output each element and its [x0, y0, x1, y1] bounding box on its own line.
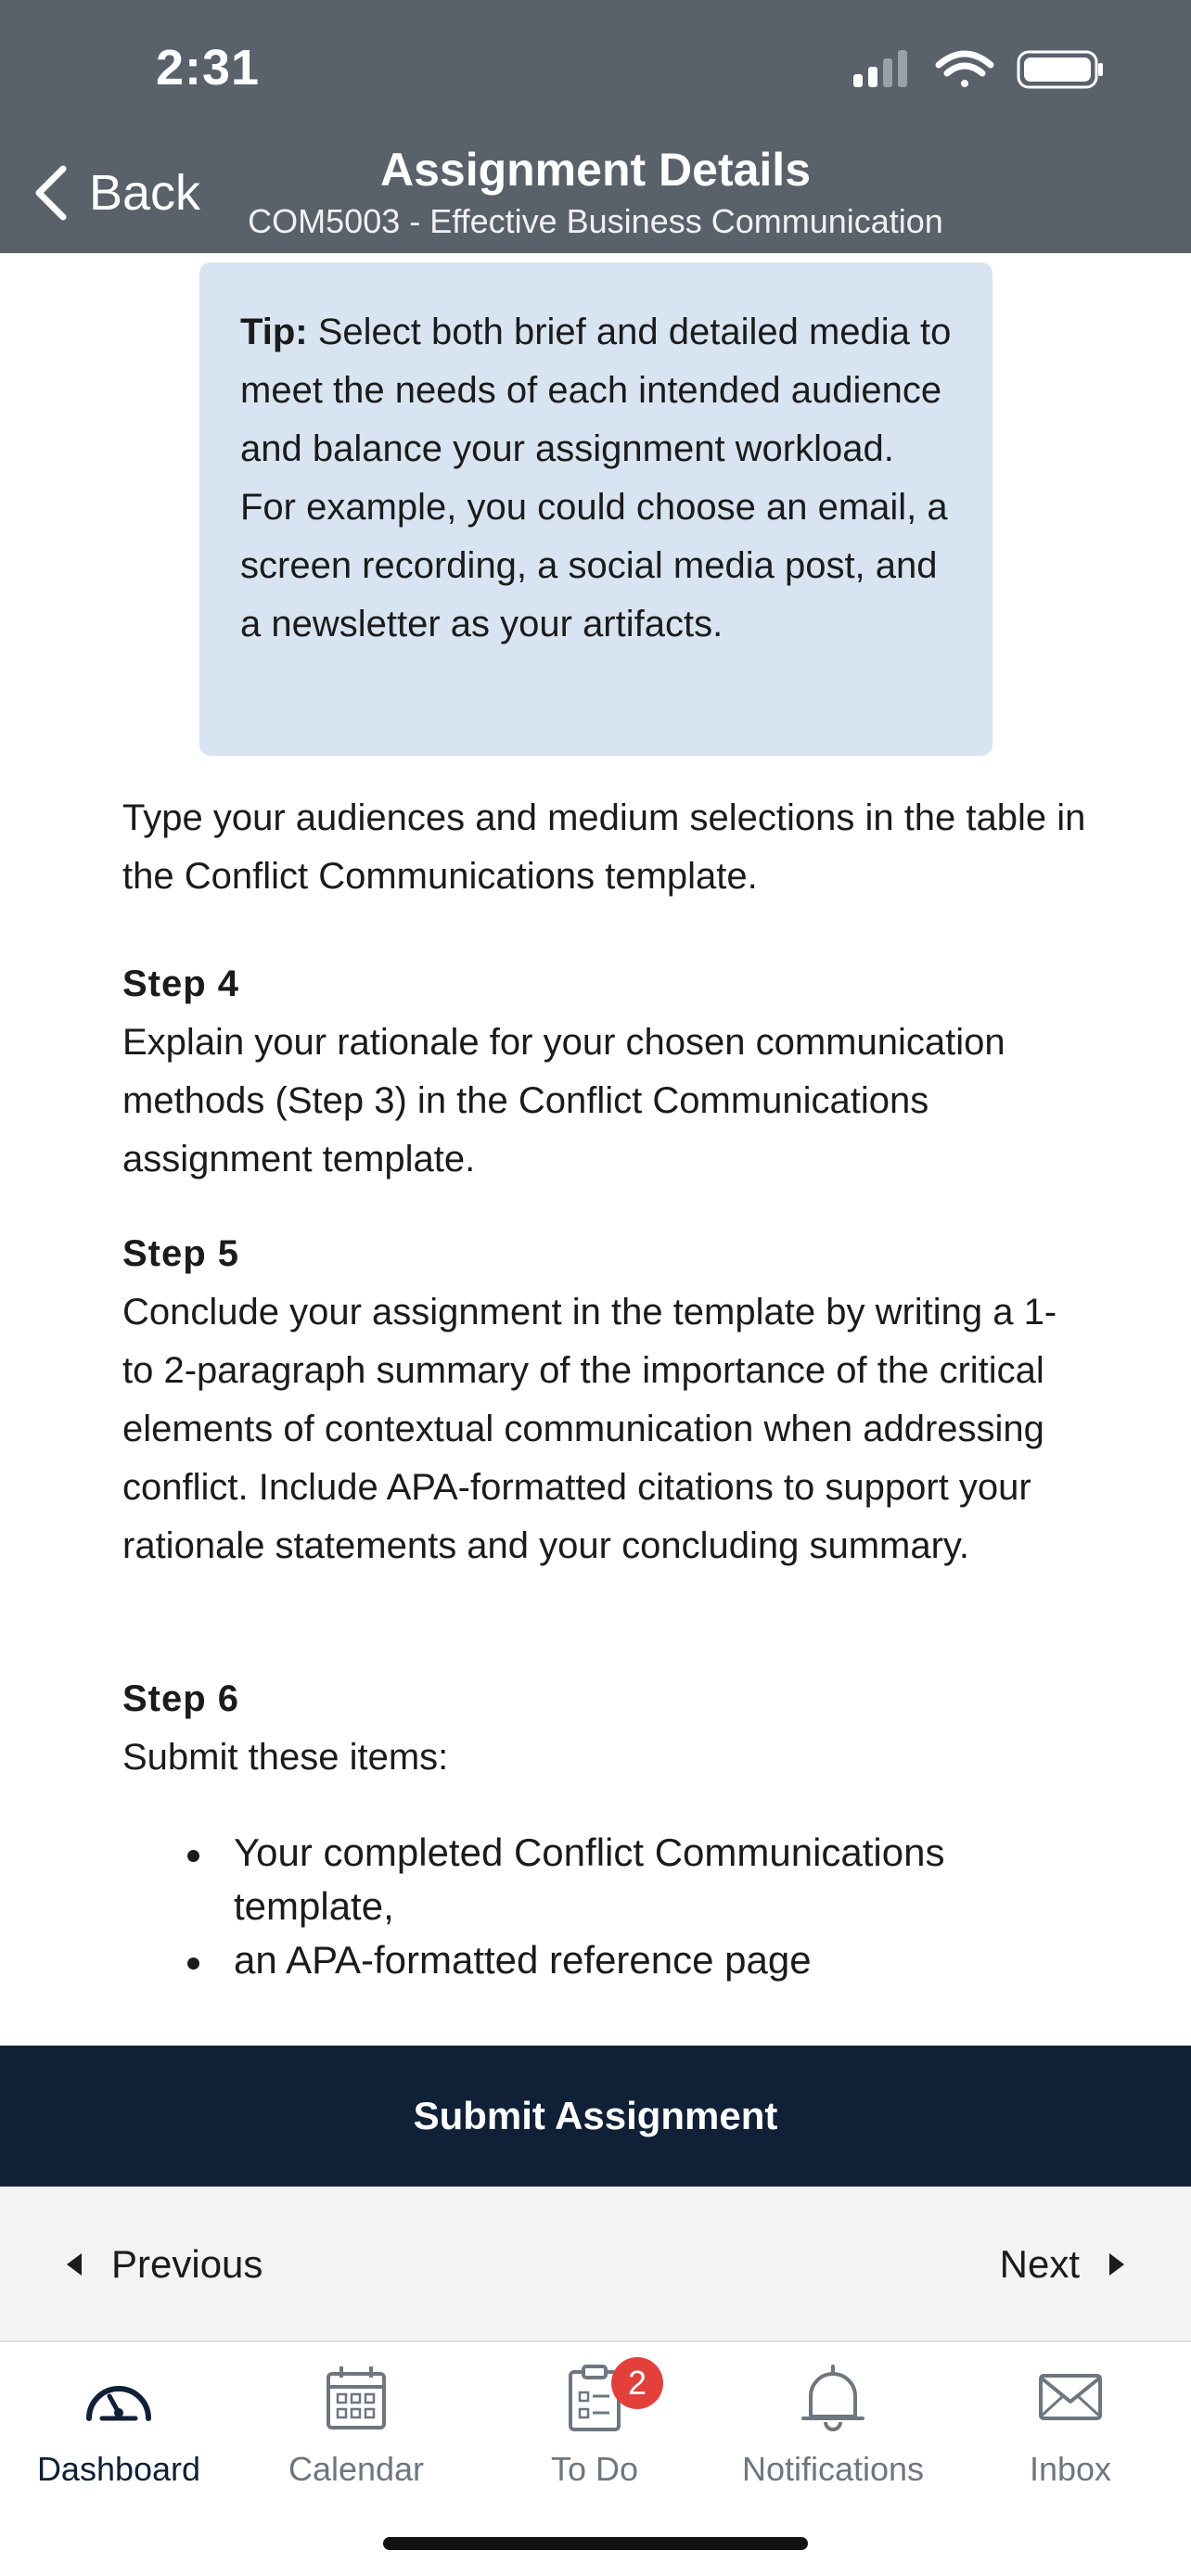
step-heading: Step 6: [122, 1678, 240, 1719]
page-title: Assignment Details: [379, 144, 811, 196]
step-5: [122, 1225, 1087, 1575]
previous-label: Previous: [111, 2242, 263, 2286]
tab-label: Dashboard: [36, 2450, 201, 2488]
tip-box: [199, 262, 992, 756]
caret-right-icon: [1109, 2253, 1124, 2276]
pager: [0, 2187, 1191, 2342]
tab-label: Calendar: [288, 2450, 425, 2488]
tab-notifications[interactable]: [714, 2361, 952, 2500]
status-time: 2:31: [156, 40, 261, 96]
signal-icon: [853, 50, 907, 87]
tab-calendar[interactable]: [237, 2361, 475, 2500]
status-icons: [853, 46, 1104, 93]
dashboard-gauge-icon: [82, 2361, 156, 2435]
step-text: Explain your rationale for your chosen communication methods (Step 3) in the Conflict Communications assignment template.: [122, 1022, 1005, 1180]
battery-icon: [1018, 52, 1103, 87]
submit-items-list: [122, 1826, 1087, 1987]
step-4: [122, 955, 1087, 1189]
step-text: Conclude your assignment in the template by writing a 1- to 2-paragraph summary of the importance of the critical elements of contextual communication when addressing conflict. Include APA-formatted citations to support your rationale statements and your concluding summary.: [122, 1292, 1057, 1566]
wifi-icon: [939, 54, 991, 87]
intro-paragraph: Type your audiences and medium selections in the table in the Conflict Communications template.: [122, 797, 1086, 897]
step-heading: Step 4: [122, 963, 240, 1004]
next-button[interactable]: [1000, 2187, 1124, 2342]
next-label: Next: [999, 2242, 1080, 2286]
previous-button[interactable]: [67, 2187, 263, 2342]
step-text: Submit these items:: [122, 1737, 449, 1778]
calendar-icon: [319, 2361, 393, 2435]
tip-text: Select both brief and detailed media to meet the needs of each intended audience and balance your assignment workload. For example, you could choose an email, a screen recording, a social media post, and a newsletter as your artifacts.: [240, 312, 952, 644]
course-subtitle: COM5003 - Effective Business Communication: [248, 202, 943, 240]
tab-todo[interactable]: [476, 2361, 713, 2500]
assignment-content: [0, 253, 1191, 2045]
list-item: an APA-formatted reference page: [122, 1933, 1087, 1987]
submit-assignment-button[interactable]: Submit Assignment: [0, 2046, 1191, 2187]
tab-inbox[interactable]: [952, 2361, 1189, 2500]
step-6: [122, 1670, 1087, 1787]
bell-icon: [796, 2361, 870, 2435]
tip-label: Tip:: [240, 312, 308, 352]
tab-label: Notifications: [741, 2450, 925, 2488]
todo-count-badge: 2: [611, 2357, 663, 2409]
home-indicator[interactable]: [383, 2537, 808, 2550]
tab-label: Inbox: [1029, 2450, 1112, 2488]
nav-header: [0, 0, 1191, 253]
list-item: Your completed Conflict Communications template,: [122, 1826, 1087, 1933]
tab-label: To Do: [550, 2450, 639, 2488]
caret-left-icon: [67, 2253, 82, 2276]
back-label: Back: [89, 165, 201, 221]
tab-dashboard[interactable]: [0, 2361, 237, 2500]
step-heading: Step 5: [122, 1233, 240, 1274]
envelope-icon: [1033, 2361, 1108, 2435]
